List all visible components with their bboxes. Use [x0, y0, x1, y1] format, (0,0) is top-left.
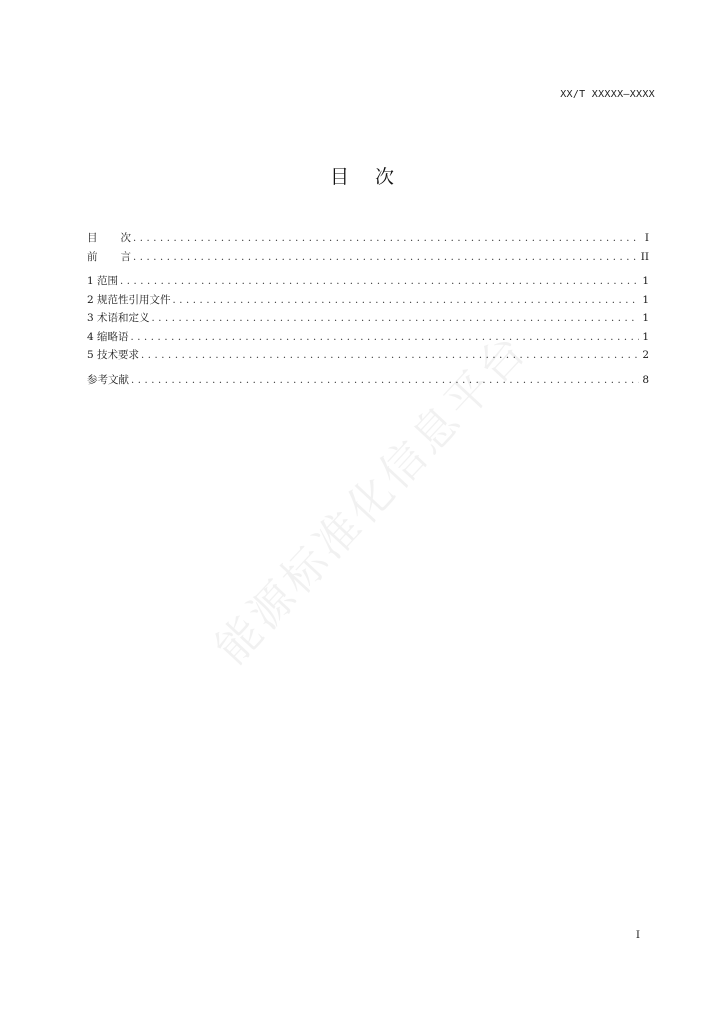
toc-leader-dots	[120, 272, 639, 291]
toc-entry-scope[interactable]	[87, 272, 649, 291]
toc-entry-page: 1	[642, 275, 649, 287]
title-char-2: 次	[375, 166, 395, 188]
toc-entry-terms-definitions[interactable]	[87, 309, 649, 328]
toc-entry-label: 前 言	[87, 250, 131, 263]
watermark: 能源标准化信息平台	[206, 323, 538, 675]
toc-entry-label: 5 技术要求	[87, 349, 140, 361]
toc-leader-dots	[131, 328, 640, 347]
toc-entry-technical-requirements[interactable]	[87, 346, 649, 365]
toc-entry-page: 1	[642, 293, 649, 306]
toc-leader-dots	[173, 291, 640, 310]
toc-leader-dots	[133, 248, 638, 267]
toc-entry-label: 目 次	[87, 232, 131, 244]
page-title	[0, 162, 724, 189]
toc-entry-label: 1 范围	[87, 275, 119, 287]
toc-entry-label: 3 术语和定义	[87, 312, 150, 324]
page-number: I	[635, 929, 640, 941]
toc-leader-dots	[152, 309, 640, 328]
toc-entry-label: 参考文献	[87, 373, 129, 386]
document-code: XX/T XXXXX—XXXX	[560, 89, 655, 100]
toc-entry-contents[interactable]	[87, 229, 649, 248]
toc-leader-dots	[133, 229, 640, 248]
toc-entry-page: 2	[642, 349, 649, 361]
toc-leader-dots	[141, 346, 639, 365]
toc-entry-bibliography[interactable]	[87, 371, 649, 390]
toc-entry-label: 2 规范性引用文件	[87, 293, 171, 306]
toc-entry-foreword[interactable]	[87, 248, 649, 267]
toc-entry-page: II	[640, 250, 649, 263]
toc-entry-page: 1	[642, 330, 649, 343]
toc-entry-normative-references[interactable]	[87, 291, 649, 310]
toc-entry-page: I	[644, 232, 649, 244]
table-of-contents	[87, 229, 649, 389]
toc-entry-page: 8	[642, 373, 649, 386]
title-char-1: 目	[329, 166, 349, 188]
toc-leader-dots	[131, 371, 639, 390]
toc-entry-label: 4 缩略语	[87, 330, 129, 343]
toc-entry-page: 1	[642, 312, 649, 324]
toc-entry-abbreviations[interactable]	[87, 328, 649, 347]
